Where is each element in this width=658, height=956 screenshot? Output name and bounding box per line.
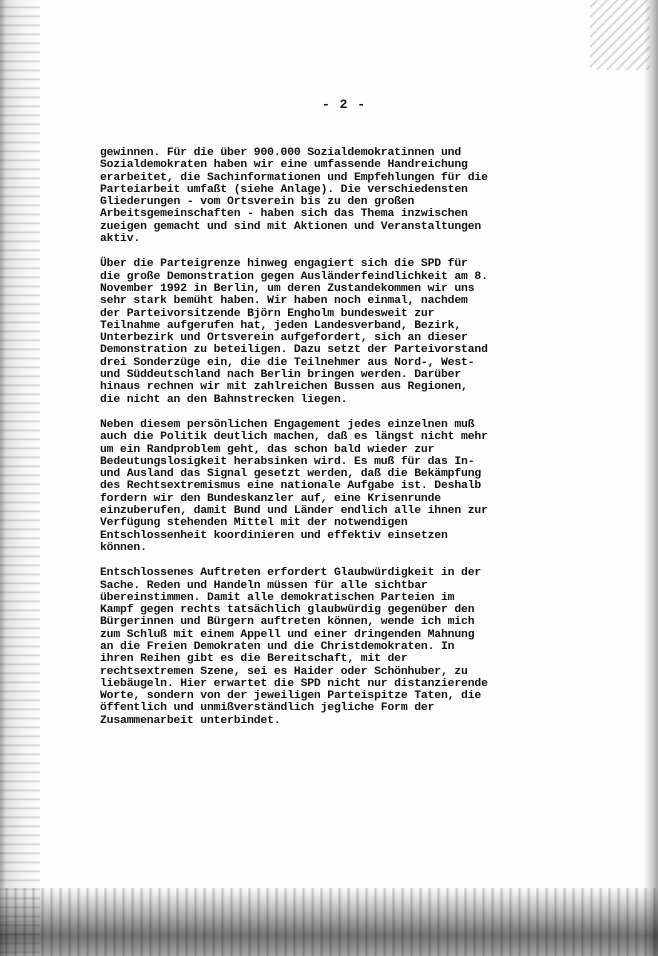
text-line: erarbeitet, die Sachinformationen und Empfehlungen für die bbox=[100, 171, 488, 184]
text-line: können. bbox=[100, 541, 147, 554]
text-line: öffentlich und unmißverständlich jegliche Form der bbox=[100, 702, 435, 715]
paragraph bbox=[100, 147, 540, 245]
text-line: Zusammenarbeit unterbindet. bbox=[100, 714, 281, 727]
text-line: Sache. Reden und Handeln müssen für alle sichtbar bbox=[100, 579, 428, 592]
scan-artifact-right-edge bbox=[644, 0, 658, 956]
text-line: Teilnahme aufgerufen hat, jeden Landesverband, Bezirk, bbox=[100, 319, 462, 332]
text-line: hinaus rechnen wir mit zahlreichen Bussen aus Regionen, bbox=[100, 381, 468, 394]
scan-artifact-top-right bbox=[590, 0, 650, 70]
scan-artifact-left-edge bbox=[0, 0, 40, 956]
text-line: ihren Reihen gibt es die Bereitschaft, mit der bbox=[100, 653, 408, 666]
paragraph bbox=[100, 419, 540, 554]
text-line: sehr stark bemüht haben. Wir haben noch einmal, nachdem bbox=[100, 295, 468, 308]
text-line: Kampf gegen rechts tatsächlich glaubwürdig gegenüber den bbox=[100, 604, 475, 617]
text-line: liebäugeln. Hier erwartet die SPD nicht nur distanzierende bbox=[100, 677, 488, 690]
text-line: Demonstration zu beteiligen. Dazu setzt der Parteivorstand bbox=[100, 344, 488, 357]
text-line: November 1992 in Berlin, um deren Zustandekommen wir uns bbox=[100, 282, 475, 295]
text-line: um ein Randproblem geht, das schon bald wieder zur bbox=[100, 443, 435, 456]
body-text bbox=[100, 147, 540, 740]
text-line: Arbeitsgemeinschaften - haben sich das Thema inzwischen bbox=[100, 208, 468, 221]
text-line: rechtsextremen Szene, sei es Haider oder Schönhuber, zu bbox=[100, 665, 468, 678]
text-line: an die Freien Demokraten und die Christdemokraten. In bbox=[100, 640, 455, 653]
text-line: zueigen gemacht und sind mit Aktionen und Veranstaltungen bbox=[100, 220, 482, 233]
text-line: aktiv. bbox=[100, 233, 141, 246]
text-line: und Süddeutschland nach Berlin bringen werden. Darüber bbox=[100, 369, 462, 382]
text-line: gewinnen. Für die über 900.000 Sozialdemokratinnen und bbox=[100, 147, 462, 159]
paragraph bbox=[100, 258, 540, 406]
text-line: drei Sonderzüge ein, die die Teilnehmer aus Nord-, West- bbox=[100, 356, 475, 369]
text-line: Verfügung stehenden Mittel mit der notwendigen bbox=[100, 517, 408, 530]
text-line: der Parteivorsitzende Björn Engholm bundesweit zur bbox=[100, 307, 435, 320]
scan-artifact-bottom-edge bbox=[0, 888, 658, 956]
text-line: Gliederungen - vom Ortsverein bis zu den großen bbox=[100, 196, 415, 209]
text-line: auch die Politik deutlich machen, daß es längst nicht mehr bbox=[100, 431, 488, 444]
text-line: Worte, sondern von der jeweiligen Parteispitze Taten, die bbox=[100, 690, 482, 703]
text-line: Entschlossenes Auftreten erfordert Glaubwürdigkeit in der bbox=[100, 567, 482, 580]
text-line: Parteiarbeit umfaßt (siehe Anlage). Die verschiedensten bbox=[100, 183, 468, 196]
text-line: die große Demonstration gegen Ausländerfeindlichkeit am 8. bbox=[100, 270, 488, 283]
text-line: Über die Parteigrenze hinweg engagiert sich die SPD für bbox=[100, 258, 468, 271]
text-line: Entschlossenheit koordinieren und effektiv einsetzen bbox=[100, 529, 448, 542]
page-number: - 2 - bbox=[321, 97, 366, 112]
text-line: und Ausland das Signal gesetzt werden, daß die Bekämpfung bbox=[100, 468, 482, 481]
text-line: Neben diesem persönlichen Engagement jedes einzelnen muß bbox=[100, 418, 475, 431]
text-line: Bedeutungslosigkeit herabsinken wird. Es muß für das In- bbox=[100, 455, 475, 468]
paragraph bbox=[100, 567, 540, 727]
text-line: zum Schluß mit einem Appell und einer dringenden Mahnung bbox=[100, 628, 475, 641]
text-line: Bürgerinnen und Bürgern auftreten können, wende ich mich bbox=[100, 616, 475, 629]
text-line: einzuberufen, damit Bund und Länder endlich alle ihnen zur bbox=[100, 505, 488, 518]
text-line: Sozialdemokraten haben wir eine umfassende Handreichung bbox=[100, 159, 468, 172]
text-line: fordern wir den Bundeskanzler auf, eine Krisenrunde bbox=[100, 492, 441, 505]
text-line: übereinstimmen. Damit alle demokratischen Parteien im bbox=[100, 591, 455, 604]
text-line: Unterbezirk und Ortsverein aufgefordert, sich an dieser bbox=[100, 332, 468, 345]
text-line: die nicht an den Bahnstrecken liegen. bbox=[100, 393, 348, 406]
text-line: des Rechtsextremismus eine nationale Aufgabe ist. Deshalb bbox=[100, 480, 482, 493]
